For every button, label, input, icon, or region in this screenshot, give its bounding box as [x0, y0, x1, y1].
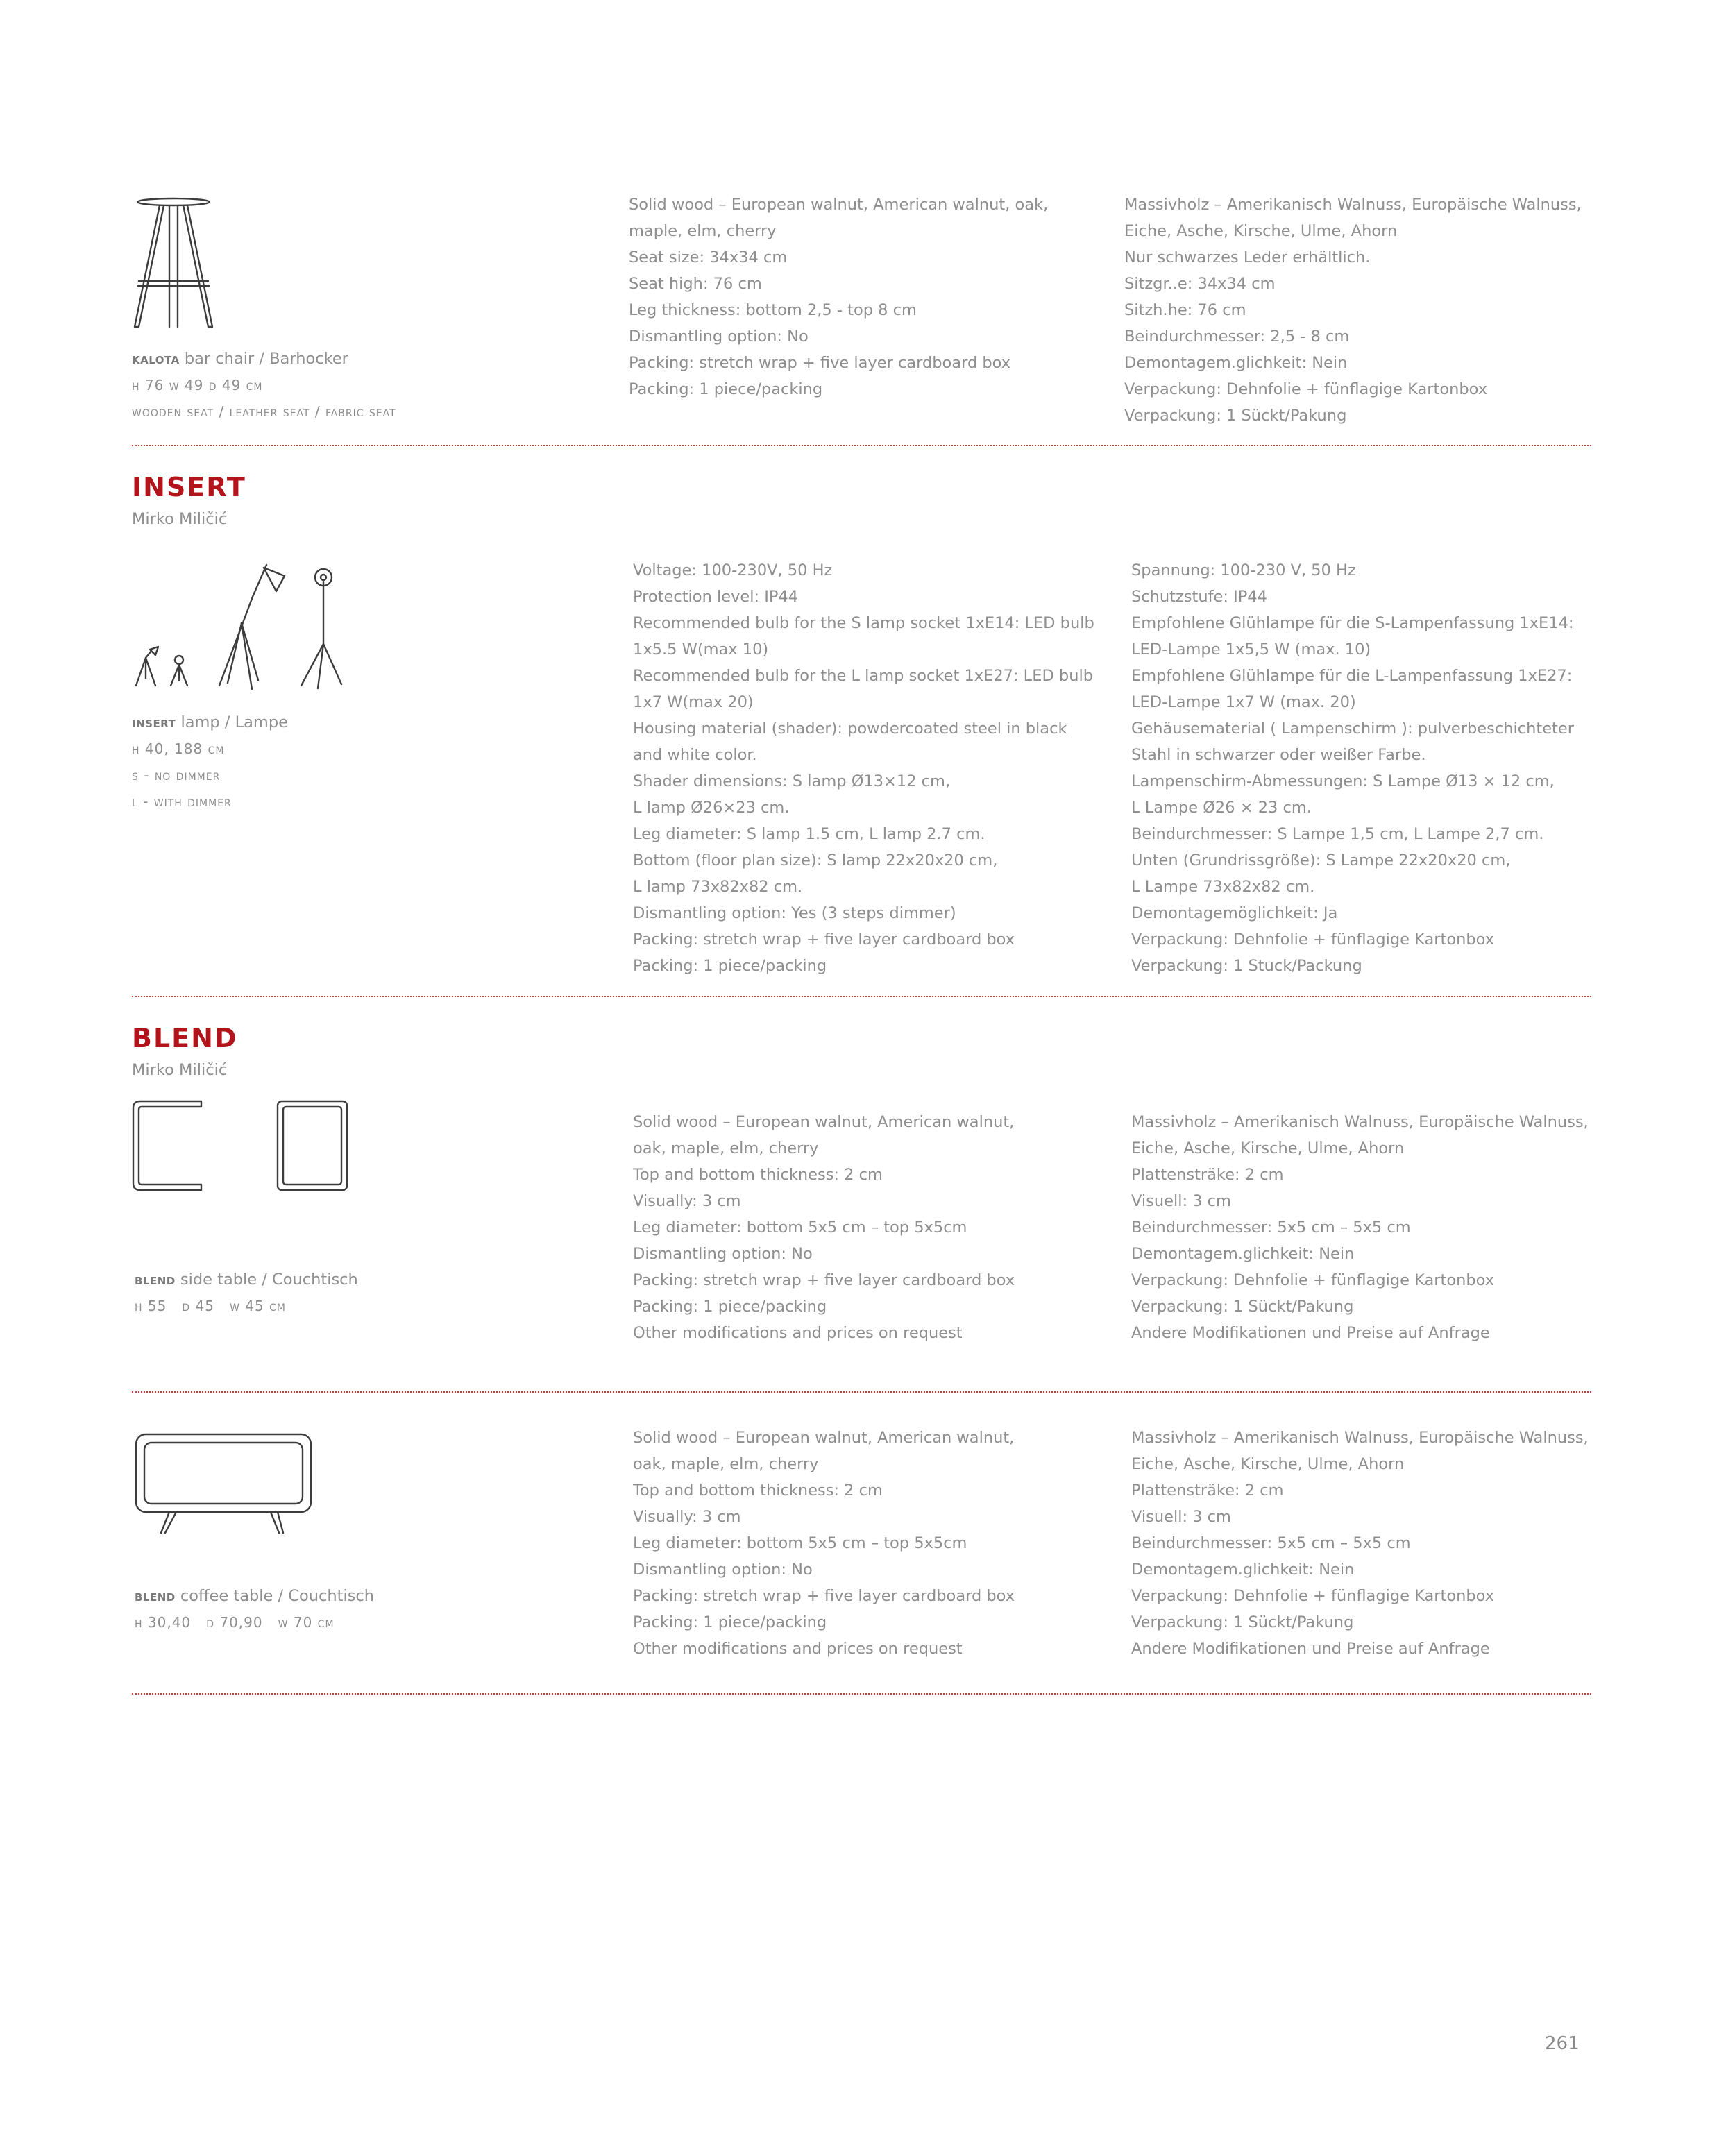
spec-line: Recommended bulb for the L lamp socket 1xE27: LED bulb: [633, 667, 1093, 685]
spec-line: Visuell: 3 cm: [1131, 1508, 1231, 1526]
blend-side-spec-de: [1131, 1109, 1589, 1346]
spec-line: Demontagem.glichkeit: Nein: [1124, 354, 1348, 372]
insert-lamp-drawings: [130, 561, 346, 693]
spec-line: Recommended bulb for the S lamp socket 1xE14: LED bulb: [633, 614, 1094, 632]
insert-designer: Mirko Miličić: [132, 510, 228, 528]
spec-line: Other modifications and prices on request: [633, 1324, 963, 1342]
spec-line: Visually: 3 cm: [633, 1508, 741, 1526]
insert-variant-s: s - no dimmer: [132, 767, 221, 783]
kalota-product-name: kalota: [132, 350, 180, 368]
blend-title: BLEND: [132, 1023, 238, 1053]
spec-line: Dismantling option: No: [633, 1561, 813, 1579]
kalota-product-type: bar chair / Barhocker: [179, 350, 348, 368]
blend-side-table-drawing: [132, 1100, 354, 1194]
insert-spec-de: [1131, 557, 1574, 979]
spec-line: Verpackung: Dehnfolie + fünflagige Kartonbox: [1131, 1587, 1495, 1605]
blend-coffee-product-type: coffee table / Couchtisch: [175, 1587, 375, 1605]
spec-line: and white color.: [633, 746, 757, 764]
spec-line: Dismantling option: No: [633, 1245, 813, 1263]
spec-line: Top and bottom thickness: 2 cm: [633, 1482, 883, 1500]
spec-line: Protection level: IP44: [633, 588, 799, 606]
spec-line: Dismantling option: No: [629, 328, 809, 346]
bar-stool-drawing: [132, 198, 215, 330]
spec-line: Massivholz – Amerikanisch Walnuss, Europäische Walnuss,: [1131, 1113, 1589, 1131]
insert-spec-en: [633, 557, 1094, 979]
kalota-spec-de: [1124, 192, 1582, 429]
section-divider: [132, 445, 1591, 446]
spec-line: Other modifications and prices on request: [633, 1640, 963, 1658]
spec-line: Verpackung: Dehnfolie + fünflagige Kartonbox: [1131, 931, 1495, 949]
spec-line: Beindurchmesser: 2,5 - 8 cm: [1124, 328, 1350, 346]
spec-line: Packing: stretch wrap + five layer cardboard box: [629, 354, 1011, 372]
spec-line: Seat size: 34x34 cm: [629, 248, 788, 266]
blend-coffee-spec-de: [1131, 1425, 1589, 1662]
spec-line: LED-Lampe 1x5,5 W (max. 10): [1131, 640, 1371, 659]
insert-variant-l: l - with dimmer: [132, 793, 232, 810]
blend-side-spec-en: [633, 1109, 1015, 1346]
spec-line: Stahl in schwarzer oder weißer Farbe.: [1131, 746, 1426, 764]
blend-coffee-product-name: blend: [135, 1588, 176, 1605]
spec-line: Packing: 1 piece/packing: [633, 1613, 827, 1631]
spec-line: Demontagem.glichkeit: Nein: [1131, 1245, 1355, 1263]
spec-line: Eiche, Asche, Kirsche, Ulme, Ahorn: [1124, 222, 1398, 240]
spec-line: L Lampe Ø26 × 23 cm.: [1131, 799, 1312, 817]
spec-line: Packing: 1 piece/packing: [633, 957, 827, 975]
kalota-dimensions: h 76 w 49 d 49 cm: [132, 377, 263, 393]
spec-line: Verpackung: 1 Sückt/Pakung: [1124, 407, 1347, 425]
spec-line: Bottom (floor plan size): S lamp 22x20x20 cm,: [633, 851, 998, 869]
spec-line: Eiche, Asche, Kirsche, Ulme, Ahorn: [1131, 1139, 1405, 1157]
spec-line: maple, elm, cherry: [629, 222, 777, 240]
spec-line: Shader dimensions: S lamp Ø13×12 cm,: [633, 772, 951, 790]
spec-line: Eiche, Asche, Kirsche, Ulme, Ahorn: [1131, 1455, 1405, 1473]
spec-line: oak, maple, elm, cherry: [633, 1455, 819, 1473]
kalota-caption: [132, 346, 348, 373]
spec-line: Schutzstufe: IP44: [1131, 588, 1267, 606]
section-divider: [132, 1693, 1591, 1695]
spec-line: Verpackung: 1 Sückt/Pakung: [1131, 1298, 1354, 1316]
blend-side-product-type: side table / Couchtisch: [175, 1271, 358, 1289]
spec-line: Verpackung: Dehnfolie + fünflagige Kartonbox: [1124, 380, 1488, 398]
insert-dimensions: h 40, 188 cm: [132, 740, 225, 757]
section-divider: [132, 996, 1591, 997]
kalota-variants: wooden seat / leather seat / fabric seat: [132, 403, 396, 420]
spec-line: L lamp 73x82x82 cm.: [633, 878, 803, 896]
spec-line: Leg diameter: bottom 5x5 cm – top 5x5cm: [633, 1219, 967, 1237]
spec-line: LED-Lampe 1x7 W (max. 20): [1131, 693, 1356, 711]
spec-line: Visuell: 3 cm: [1131, 1192, 1231, 1210]
spec-line: Empfohlene Glühlampe für die S-Lampenfassung 1xE14:: [1131, 614, 1574, 632]
spec-line: Andere Modifikationen und Preise auf Anfrage: [1131, 1640, 1490, 1658]
spec-line: Plattensträke: 2 cm: [1131, 1166, 1284, 1184]
insert-caption: [132, 709, 288, 736]
spec-line: Beindurchmesser: S Lampe 1,5 cm, L Lampe 2,7 cm.: [1131, 825, 1544, 843]
blend-side-caption: [135, 1266, 358, 1293]
spec-line: Visually: 3 cm: [633, 1192, 741, 1210]
spec-line: 1x5.5 W(max 10): [633, 640, 769, 659]
spec-line: Packing: 1 piece/packing: [633, 1298, 827, 1316]
insert-product-name: insert: [132, 714, 176, 731]
spec-line: Spannung: 100-230 V, 50 Hz: [1131, 561, 1356, 579]
spec-line: oak, maple, elm, cherry: [633, 1139, 819, 1157]
spec-line: Beindurchmesser: 5x5 cm – 5x5 cm: [1131, 1219, 1411, 1237]
spec-line: Demontagemöglichkeit: Ja: [1131, 904, 1338, 922]
blend-coffee-caption: [135, 1583, 374, 1610]
spec-line: Packing: 1 piece/packing: [629, 380, 823, 398]
spec-line: Leg thickness: bottom 2,5 - top 8 cm: [629, 301, 917, 319]
spec-line: Sitzgr..e: 34x34 cm: [1124, 275, 1276, 293]
spec-line: Voltage: 100-230V, 50 Hz: [633, 561, 833, 579]
blend-coffee-table-drawing: [135, 1433, 315, 1537]
spec-line: Massivholz – Amerikanisch Walnuss, Europäische Walnuss,: [1124, 196, 1582, 214]
spec-line: Solid wood – European walnut, American walnut, oak,: [629, 196, 1049, 214]
spec-line: Packing: stretch wrap + five layer cardboard box: [633, 931, 1015, 949]
spec-line: Seat high: 76 cm: [629, 275, 762, 293]
spec-line: Leg diameter: bottom 5x5 cm – top 5x5cm: [633, 1534, 967, 1552]
spec-line: Nur schwarzes Leder erhältlich.: [1124, 248, 1371, 266]
spec-line: Plattensträke: 2 cm: [1131, 1482, 1284, 1500]
section-divider: [132, 1391, 1591, 1393]
insert-product-type: lamp / Lampe: [176, 713, 288, 731]
spec-line: Solid wood – European walnut, American walnut,: [633, 1429, 1015, 1447]
spec-line: Sitzh.he: 76 cm: [1124, 301, 1246, 319]
spec-line: L lamp Ø26×23 cm.: [633, 799, 790, 817]
kalota-spec-en: [629, 192, 1048, 402]
spec-line: Verpackung: Dehnfolie + fünflagige Kartonbox: [1131, 1271, 1495, 1289]
spec-line: Solid wood – European walnut, American walnut,: [633, 1113, 1015, 1131]
spec-line: Verpackung: 1 Stuck/Packung: [1131, 957, 1362, 975]
spec-line: Leg diameter: S lamp 1.5 cm, L lamp 2.7 cm.: [633, 825, 985, 843]
spec-line: Dismantling option: Yes (3 steps dimmer): [633, 904, 956, 922]
spec-line: Massivholz – Amerikanisch Walnuss, Europäische Walnuss,: [1131, 1429, 1589, 1447]
spec-line: L Lampe 73x82x82 cm.: [1131, 878, 1315, 896]
spec-line: 1x7 W(max 20): [633, 693, 754, 711]
blend-side-product-name: blend: [135, 1271, 176, 1289]
spec-line: Verpackung: 1 Sückt/Pakung: [1131, 1613, 1354, 1631]
page-number: 261: [1545, 2033, 1580, 2054]
spec-line: Andere Modifikationen und Preise auf Anfrage: [1131, 1324, 1490, 1342]
spec-line: Gehäusematerial ( Lampenschirm ): pulverbeschichteter: [1131, 720, 1574, 738]
blend-side-dimensions: h 55 d 45 w 45 cm: [135, 1298, 286, 1314]
spec-line: Lampenschirm-Abmessungen: S Lampe Ø13 × 12 cm,: [1131, 772, 1555, 790]
spec-line: Packing: stretch wrap + five layer cardboard box: [633, 1587, 1015, 1605]
blend-coffee-dimensions: h 30,40 d 70,90 w 70 cm: [135, 1614, 335, 1631]
spec-line: Unten (Grundrissgröße): S Lampe 22x20x20 cm,: [1131, 851, 1511, 869]
spec-line: Demontagem.glichkeit: Nein: [1131, 1561, 1355, 1579]
spec-line: Housing material (shader): powdercoated steel in black: [633, 720, 1067, 738]
spec-line: Top and bottom thickness: 2 cm: [633, 1166, 883, 1184]
spec-line: Empfohlene Glühlampe für die L-Lampenfassung 1xE27:: [1131, 667, 1573, 685]
blend-designer: Mirko Miličić: [132, 1061, 228, 1079]
insert-title: INSERT: [132, 472, 246, 502]
spec-line: Beindurchmesser: 5x5 cm – 5x5 cm: [1131, 1534, 1411, 1552]
blend-coffee-spec-en: [633, 1425, 1015, 1662]
spec-line: Packing: stretch wrap + five layer cardboard box: [633, 1271, 1015, 1289]
